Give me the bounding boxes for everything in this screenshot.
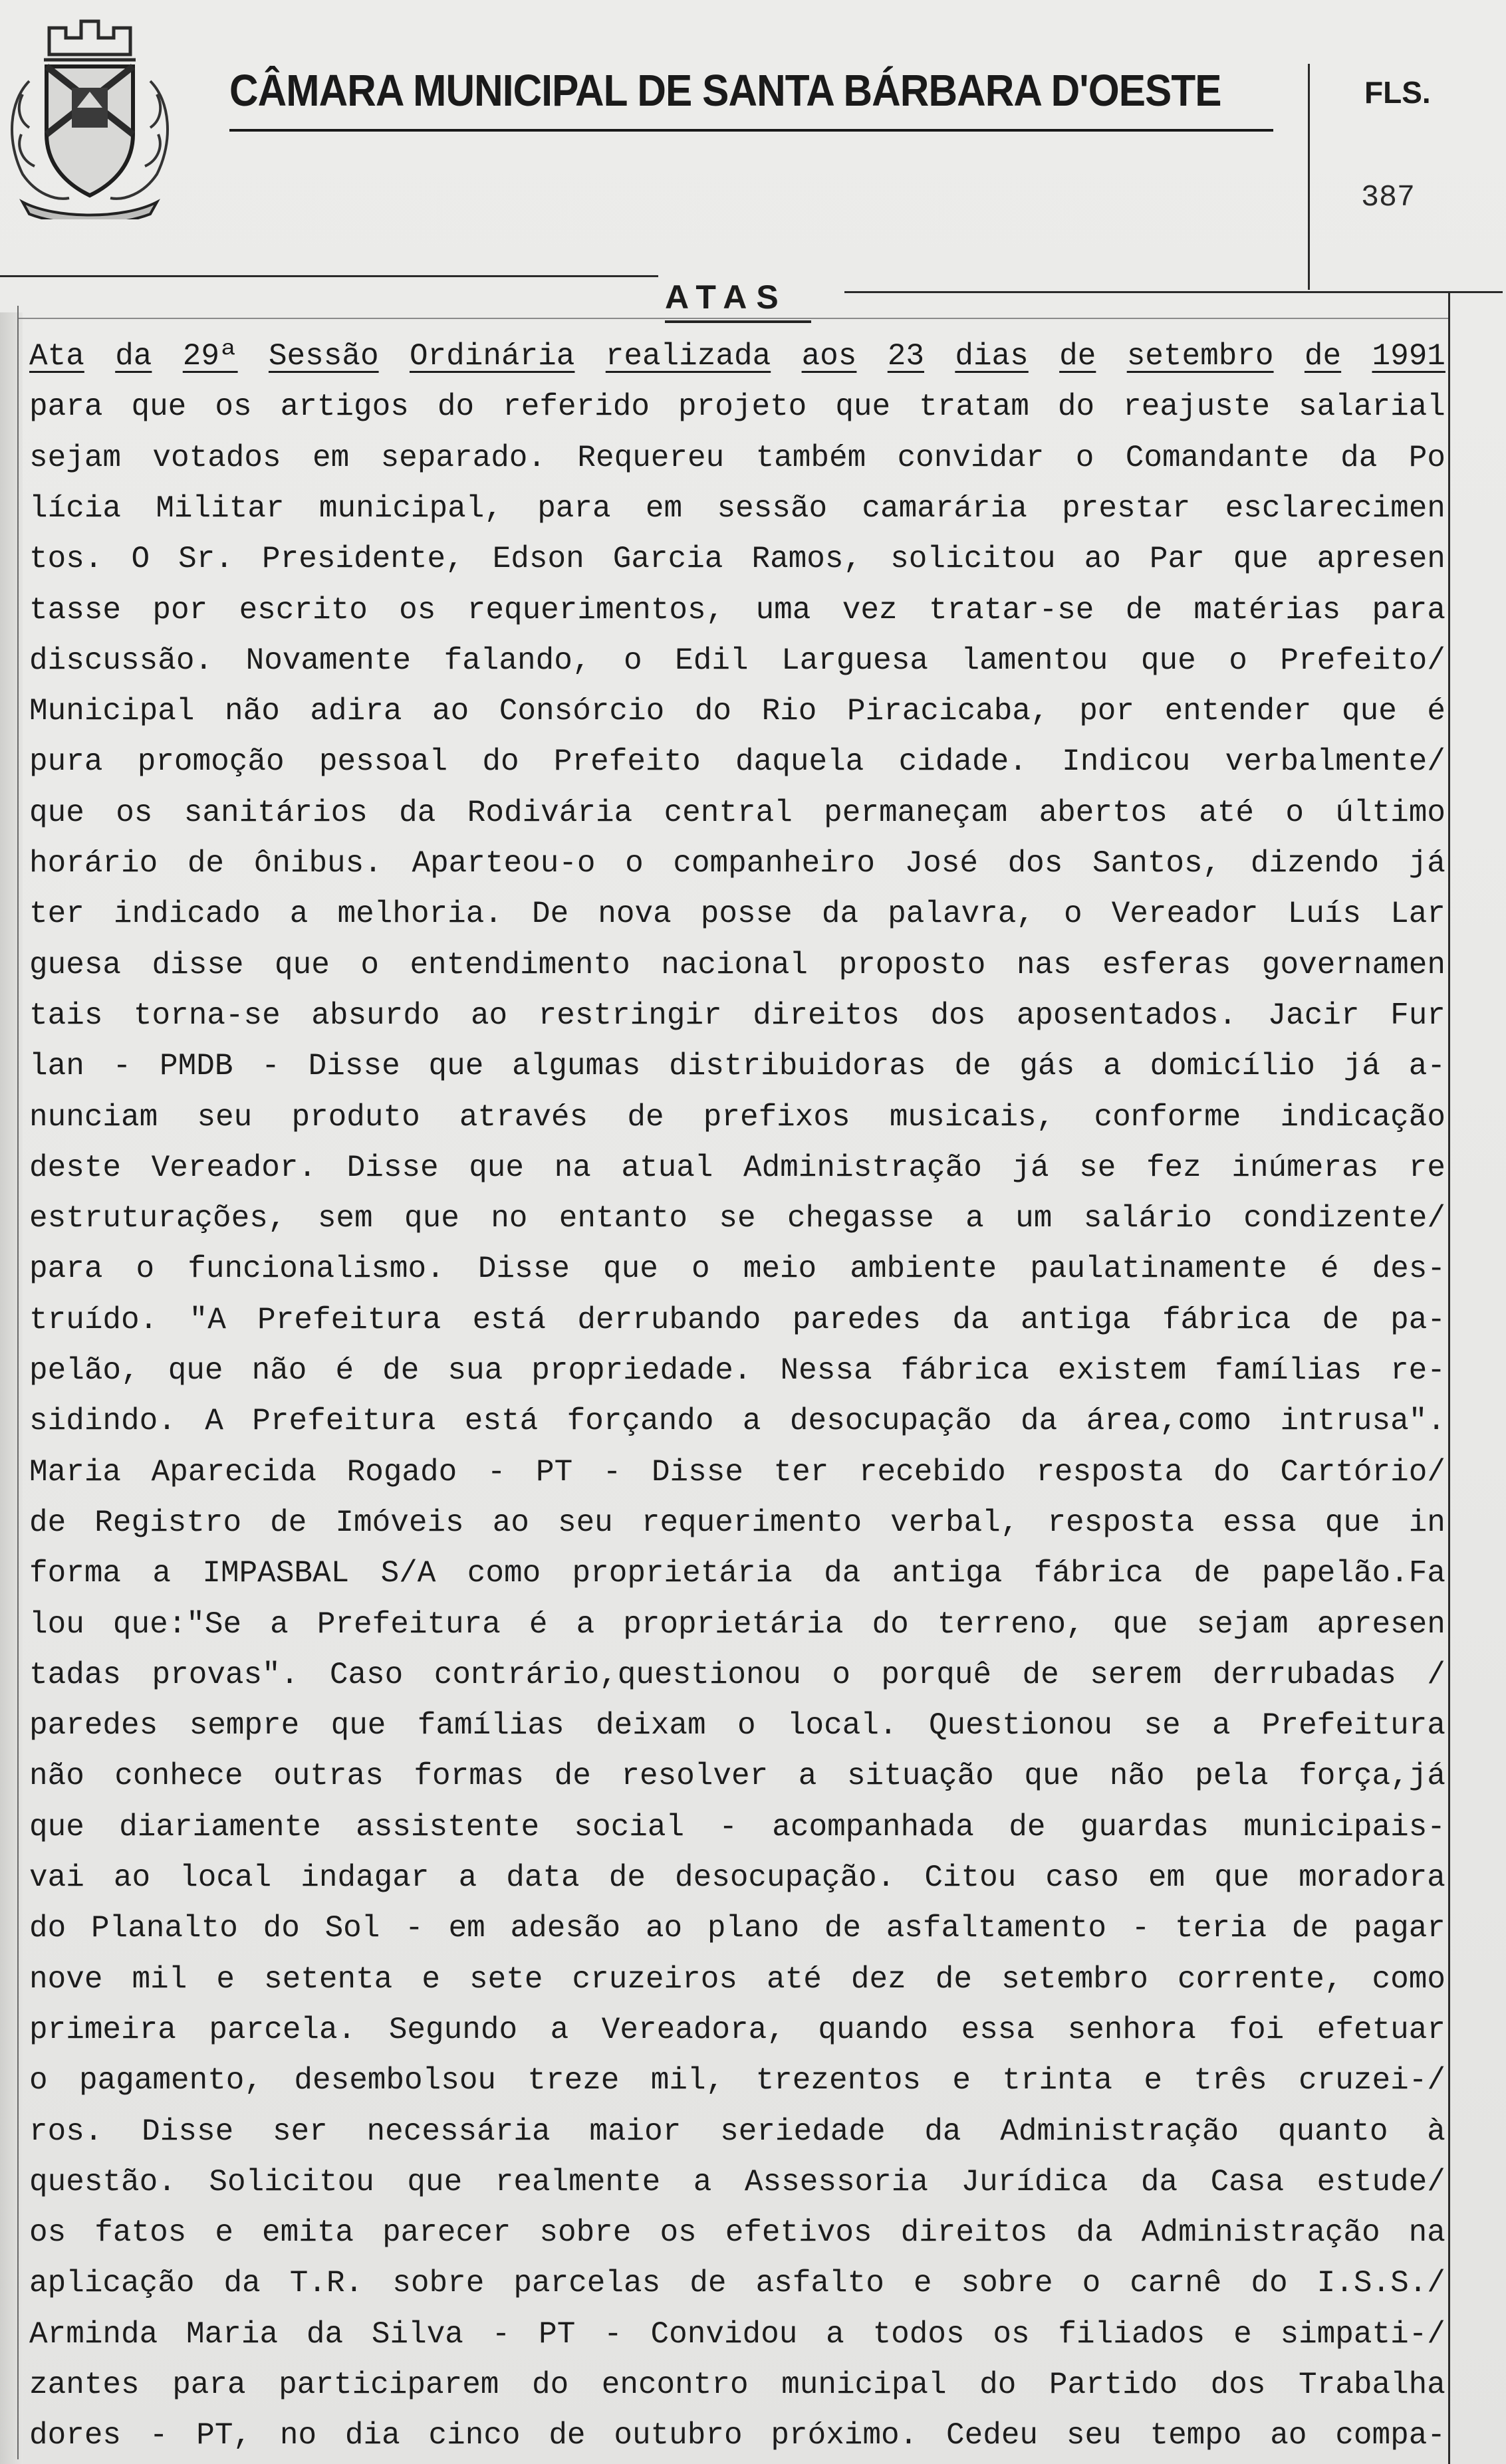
section-title-underline — [665, 320, 811, 323]
section-title: ATAS — [665, 279, 788, 316]
frame-top — [17, 318, 1449, 319]
text-line: de Registro de Imóveis ao seu requerimento verbal, resposta essa que in — [29, 1505, 1445, 1540]
text-line: forma a IMPASBAL S/A como proprietária da antiga fábrica de papelão.Fa — [29, 1556, 1445, 1591]
text-line: truído. "A Prefeitura está derrubando paredes da antiga fábrica de pa- — [29, 1302, 1445, 1337]
text-line: Municipal não adira ao Consórcio do Rio Piracicaba, por entender que é — [29, 694, 1445, 729]
text-line: não conhece outras formas de resolver a situação que não pela força,já — [29, 1759, 1445, 1794]
text-line: que diariamente assistente social - acompanhada de guardas municipais- — [29, 1809, 1445, 1845]
text-line: estruturações, sem que no entanto se chegasse a um salário condizente/ — [29, 1201, 1445, 1236]
frame-right — [1448, 292, 1450, 2464]
text-line: deste Vereador. Disse que na atual Administração já se fez inúmeras re — [29, 1150, 1445, 1185]
text-line: discussão. Novamente falando, o Edil Larguesa lamentou que o Prefeito/ — [29, 643, 1445, 678]
text-line: Arminda Maria da Silva - PT - Convidou a todos os filiados e simpati-/ — [29, 2316, 1445, 2352]
atas-rule-right — [844, 291, 1503, 293]
text-line: tadas provas". Caso contrário,questionou o porquê de serem derrubadas / — [29, 1657, 1445, 1692]
page-edge-shadow — [0, 312, 23, 2464]
folio-divider — [1308, 64, 1310, 290]
text-line: os fatos e emita parecer sobre os efetivos direitos da Administração na — [29, 2215, 1445, 2251]
chamber-title: CÂMARA MUNICIPAL DE SANTA BÁRBARA D'OESTE — [229, 66, 1221, 116]
text-line: lou que:"Se a Prefeitura é a proprietária do terreno, que sejam apresen — [29, 1607, 1445, 1642]
text-line: do Planalto do Sol - em adesão ao plano de asfaltamento - teria de pagar — [29, 1911, 1445, 1946]
text-line: vai ao local indagar a data de desocupação. Citou caso em que moradora — [29, 1860, 1445, 1895]
text-line: para o funcionalismo. Disse que o meio ambiente paulatinamente é des- — [29, 1252, 1445, 1287]
text-line: ros. Disse ser necessária maior seriedade da Administração quanto à — [29, 2114, 1445, 2149]
text-line: nove mil e setenta e sete cruzeiros até dez de setembro corrente, como — [29, 1961, 1445, 1997]
text-line: que os sanitários da Rodivária central permaneçam abertos até o último — [29, 795, 1445, 830]
text-line: paredes sempre que famílias deixam o local. Questionou se a Prefeitura — [29, 1708, 1445, 1743]
title-underline — [229, 129, 1273, 132]
text-line: Maria Aparecida Rogado - PT - Disse ter recebido resposta do Cartório/ — [29, 1454, 1445, 1490]
text-line: tasse por escrito os requerimentos, uma vez tratar-se de matérias para — [29, 592, 1445, 627]
folio-number: 387 — [1361, 181, 1416, 215]
text-line: lan - PMDB - Disse que algumas distribuidoras de gás a domicílio já a- — [29, 1049, 1445, 1084]
text-line: sejam votados em separado. Requereu também convidar o Comandante da Po — [29, 440, 1445, 475]
fls-label: FLS. — [1364, 75, 1431, 110]
text-line: ter indicado a melhoria. De nova posse da palavra, o Vereador Luís Lar — [29, 897, 1445, 932]
text-line: pura promoção pessoal do Prefeito daquela cidade. Indicou verbalmente/ — [29, 744, 1445, 780]
text-line: Ata da 29ª Sessão Ordinária realizada aos 23 dias de setembro de 1991 — [29, 339, 1445, 374]
municipal-coat-of-arms-icon — [3, 8, 177, 219]
atas-rule-left — [0, 275, 658, 277]
text-line: pelão, que não é de sua propriedade. Nessa fábrica existem famílias re- — [29, 1353, 1445, 1388]
text-line: horário de ônibus. Aparteou-o o companheiro José dos Santos, dizendo já — [29, 846, 1445, 881]
text-line: aplicação da T.R. sobre parcelas de asfalto e sobre o carnê do I.S.S./ — [29, 2266, 1445, 2301]
text-line: primeira parcela. Segundo a Vereadora, quando essa senhora foi efetuar — [29, 2012, 1445, 2047]
text-line: o pagamento, desembolsou treze mil, trezentos e trinta e três cruzei-/ — [29, 2063, 1445, 2098]
text-line: para que os artigos do referido projeto que tratam do reajuste salarial — [29, 390, 1445, 425]
text-line: tos. O Sr. Presidente, Edson Garcia Ramos, solicitou ao Par que apresen — [29, 542, 1445, 577]
frame-left — [17, 306, 19, 2459]
text-line: guesa disse que o entendimento nacional proposto nas esferas governamen — [29, 947, 1445, 982]
text-line: nunciam seu produto através de prefixos musicais, conforme indicação — [29, 1099, 1445, 1135]
text-line: tais torna-se absurdo ao restringir direitos dos aposentados. Jacir Fur — [29, 998, 1445, 1033]
text-line: sidindo. A Prefeitura está forçando a desocupação da área,como intrusa". — [29, 1404, 1445, 1439]
text-line: questão. Solicitou que realmente a Assessoria Jurídica da Casa estude/ — [29, 2164, 1445, 2199]
text-line: dores - PT, no dia cinco de outubro próximo. Cedeu seu tempo ao compa- — [29, 2418, 1445, 2453]
text-line: lícia Militar municipal, para em sessão camarária prestar esclarecimen — [29, 491, 1445, 526]
text-line: zantes para participarem do encontro municipal do Partido dos Trabalha — [29, 2368, 1445, 2402]
